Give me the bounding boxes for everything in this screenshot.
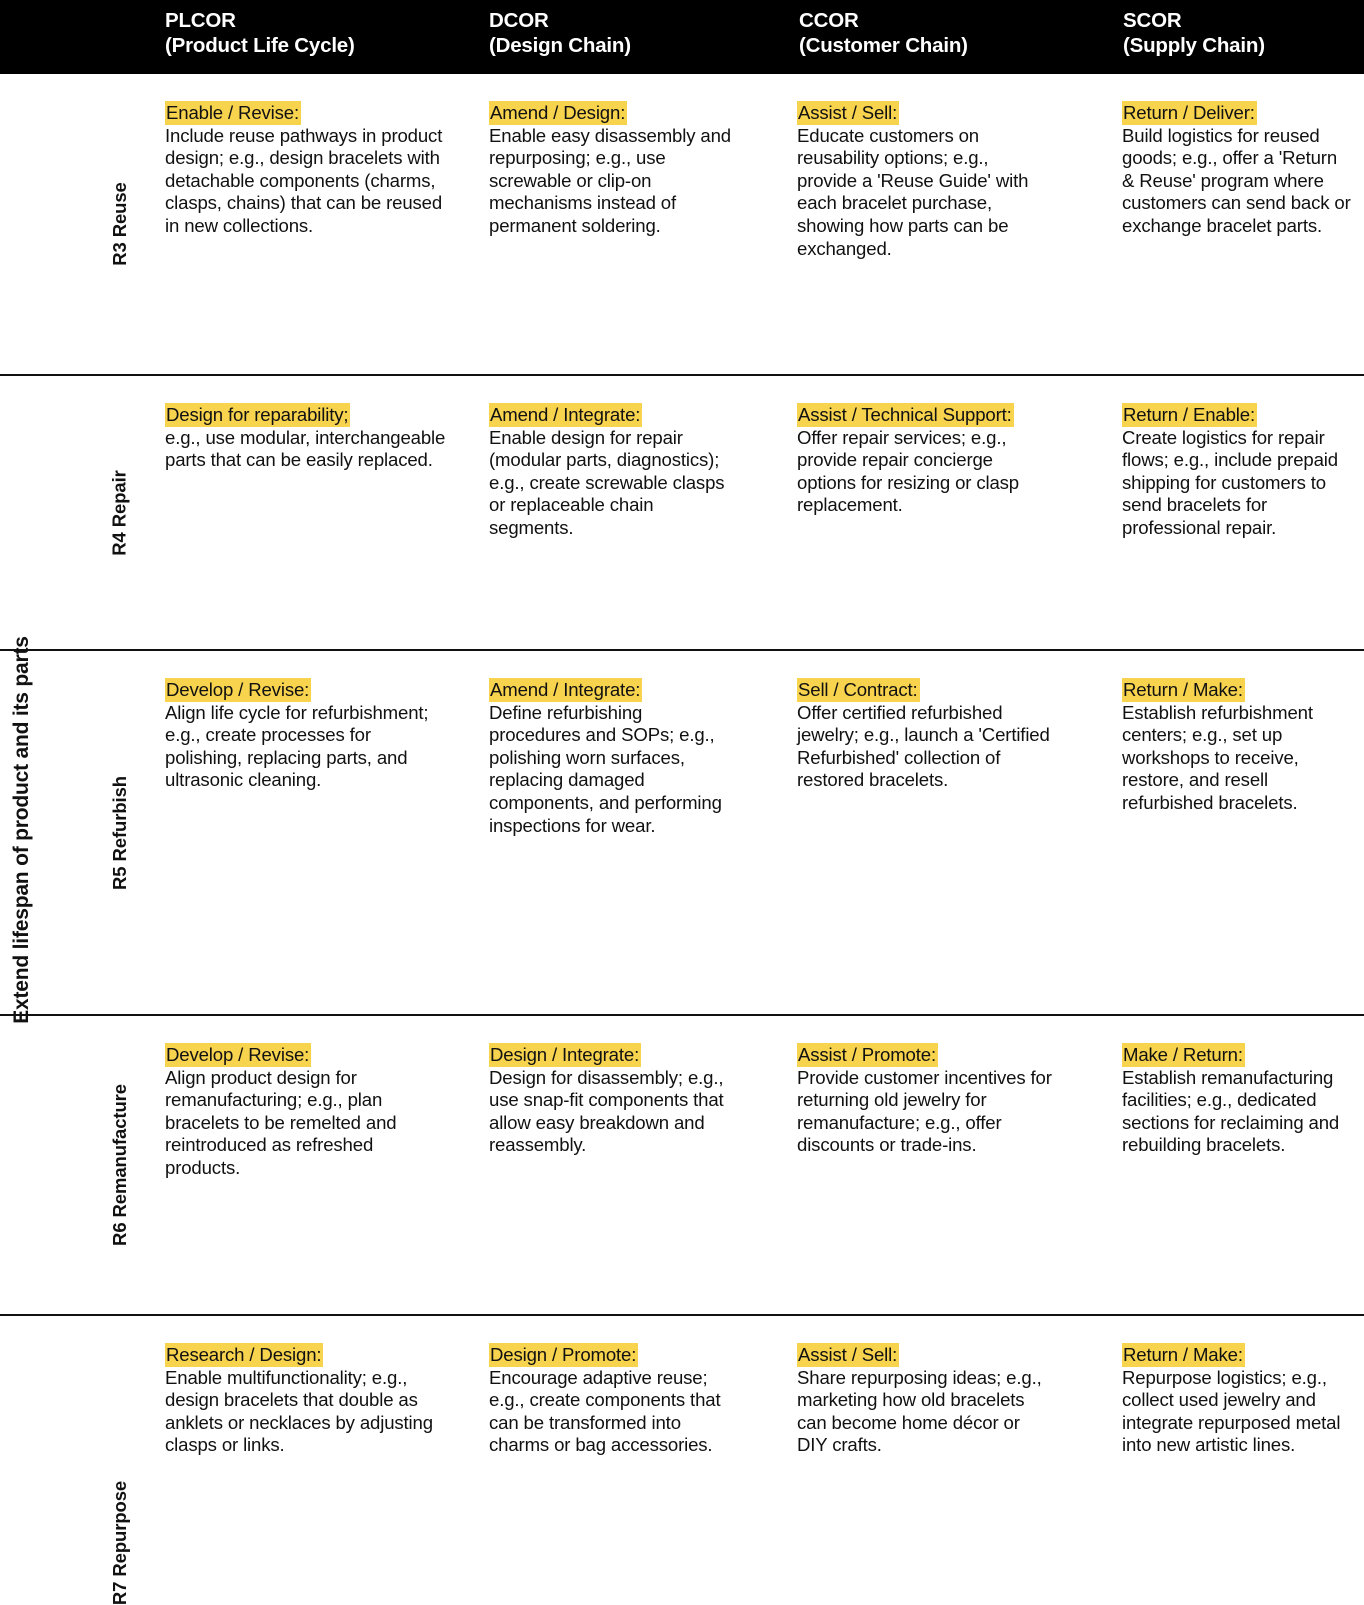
row-cells bbox=[0, 1016, 1364, 1314]
cell-lead: Assist / Technical Support: bbox=[798, 404, 1012, 425]
cell-r6-plcor bbox=[165, 1044, 447, 1180]
column-header-scor bbox=[1123, 8, 1363, 58]
cell-body: Encourage adaptive reuse; e.g., create components that can be transformed into charms or bag accessories. bbox=[489, 1366, 721, 1456]
cell-body: Enable design for repair (modular parts, diagnostics); e.g., create screwable clasps or replaceable chain segments. bbox=[489, 426, 725, 538]
cell-body: Build logistics for reused goods; e.g., offer a 'Return & Reuse' program where customers can send back or exchange bracelet parts. bbox=[1122, 124, 1351, 236]
cell-lead: Design / Integrate: bbox=[490, 1044, 640, 1065]
column-header-name: (Product Life Cycle) bbox=[165, 34, 355, 57]
row-cells bbox=[0, 651, 1364, 1014]
cell-lead: Design for reparability; bbox=[166, 404, 349, 425]
column-header-band bbox=[0, 0, 1364, 74]
cell-r5-dcor bbox=[489, 679, 737, 837]
row-label-text: R4 Repair bbox=[109, 469, 130, 556]
cell-body: Establish refurbishment centers; e.g., set up workshops to receive, restore, and resell refurbished bracelets. bbox=[1122, 701, 1313, 813]
cell-body: Enable easy disassembly and repurposing; e.g., use screwable or clip-on mechanisms instead of permanent soldering. bbox=[489, 124, 731, 236]
cell-r7-plcor bbox=[165, 1344, 447, 1457]
row-label-text: R5 Refurbish bbox=[109, 775, 130, 890]
cell-lead: Amend / Design: bbox=[490, 102, 626, 123]
cell-r6-scor bbox=[1122, 1044, 1354, 1157]
cell-body: Establish remanufacturing facilities; e.g., dedicated sections for reclaiming and rebuilding bracelets. bbox=[1122, 1066, 1340, 1156]
column-header-code: DCOR bbox=[489, 9, 549, 32]
row-label-text: R7 Repurpose bbox=[109, 1480, 130, 1605]
table-row bbox=[0, 649, 1364, 1014]
row-cells bbox=[0, 1316, 1364, 1562]
cell-body: Align product design for remanufacturing; e.g., plan bracelets to be remelted and reintroduced as refreshed products. bbox=[165, 1066, 397, 1178]
table-row bbox=[0, 74, 1364, 374]
cell-body: Repurpose logistics; e.g., collect used jewelry and integrate repurposed metal into new artistic lines. bbox=[1122, 1366, 1341, 1456]
row-cells bbox=[0, 74, 1364, 374]
cell-lead: Return / Make: bbox=[1123, 679, 1243, 700]
cell-r7-ccor bbox=[797, 1344, 1053, 1457]
cell-body: Define refurbishing procedures and SOPs; e.g., polishing worn surfaces, replacing damaged components, and performing inspections for wear. bbox=[489, 701, 722, 836]
cell-lead: Assist / Promote: bbox=[798, 1044, 936, 1065]
cell-lead: Sell / Contract: bbox=[798, 679, 918, 700]
vertical-axis-title-text: Extend lifespan of product and its parts bbox=[10, 636, 34, 1024]
cell-r3-scor bbox=[1122, 102, 1354, 238]
cell-r5-scor bbox=[1122, 679, 1354, 815]
cell-lead: Return / Make: bbox=[1123, 1344, 1243, 1365]
cell-r7-scor bbox=[1122, 1344, 1354, 1457]
cell-r3-dcor bbox=[489, 102, 737, 238]
cell-body: Create logistics for repair flows; e.g., include prepaid shipping for customers to send bracelets for professional repair. bbox=[1122, 426, 1338, 538]
row-label-text: R3 Reuse bbox=[109, 182, 130, 266]
cell-r7-dcor bbox=[489, 1344, 737, 1457]
column-header-ccor bbox=[799, 8, 1099, 58]
cell-body: Design for disassembly; e.g., use snap-fit components that allow easy breakdown and reassembly. bbox=[489, 1066, 724, 1156]
cell-r5-plcor bbox=[165, 679, 447, 792]
row-cells bbox=[0, 376, 1364, 649]
cell-r6-dcor bbox=[489, 1044, 737, 1157]
cell-lead: Enable / Revise: bbox=[166, 102, 299, 123]
column-header-name: (Supply Chain) bbox=[1123, 34, 1265, 57]
column-header-plcor bbox=[165, 8, 465, 58]
cell-r4-plcor bbox=[165, 404, 447, 472]
cell-body: Offer certified refurbished jewelry; e.g., launch a 'Certified Refurbished' collection of restored bracelets. bbox=[797, 701, 1050, 791]
cell-r4-ccor bbox=[797, 404, 1053, 517]
row-label-text: R6 Remanufacture bbox=[109, 1084, 130, 1246]
cell-lead: Amend / Integrate: bbox=[490, 679, 641, 700]
column-header-dcor bbox=[489, 8, 789, 58]
cell-body: e.g., use modular, interchangeable parts that can be easily replaced. bbox=[165, 426, 446, 471]
cell-lead: Assist / Sell: bbox=[798, 1344, 898, 1365]
cell-body: Offer repair services; e.g., provide repair concierge options for resizing or clasp replacement. bbox=[797, 426, 1019, 516]
cell-r4-scor bbox=[1122, 404, 1354, 540]
cell-lead: Develop / Revise: bbox=[166, 1044, 310, 1065]
cell-body: Educate customers on reusability options; e.g., provide a 'Reuse Guide' with each bracelet purchase, showing how parts can be exchanged. bbox=[797, 124, 1029, 259]
table-row bbox=[0, 1314, 1364, 1605]
cell-r5-ccor bbox=[797, 679, 1053, 792]
cell-lead: Make / Return: bbox=[1123, 1044, 1243, 1065]
column-header-code: CCOR bbox=[799, 9, 859, 32]
column-header-code: PLCOR bbox=[165, 9, 236, 32]
cell-lead: Assist / Sell: bbox=[798, 102, 898, 123]
cell-body: Provide customer incentives for returning old jewelry for remanufacture; e.g., offer discounts or trade-ins. bbox=[797, 1066, 1052, 1156]
table-row bbox=[0, 1014, 1364, 1314]
cell-lead: Return / Enable: bbox=[1123, 404, 1255, 425]
cell-lead: Research / Design: bbox=[166, 1344, 322, 1365]
cell-body: Align life cycle for refurbishment; e.g., create processes for polishing, replacing parts, and ultrasonic cleaning. bbox=[165, 701, 429, 791]
cell-r6-ccor bbox=[797, 1044, 1053, 1157]
column-header-code: SCOR bbox=[1123, 9, 1182, 32]
column-header-name: (Customer Chain) bbox=[799, 34, 968, 57]
cell-r4-dcor bbox=[489, 404, 737, 540]
cell-body: Share repurposing ideas; e.g., marketing how old bracelets can become home décor or DIY crafts. bbox=[797, 1366, 1042, 1456]
cell-body: Include reuse pathways in product design; e.g., design bracelets with detachable components (charms, clasps, chains) that can be reused in new collections. bbox=[165, 124, 443, 236]
column-header-name: (Design Chain) bbox=[489, 34, 631, 57]
cell-lead: Design / Promote: bbox=[490, 1344, 637, 1365]
cell-lead: Return / Deliver: bbox=[1123, 102, 1255, 123]
cell-body: Enable multifunctionality; e.g., design bracelets that double as anklets or necklaces by adjusting clasps or links. bbox=[165, 1366, 433, 1456]
table-row bbox=[0, 374, 1364, 649]
cell-r3-plcor bbox=[165, 102, 447, 238]
cell-lead: Amend / Integrate: bbox=[490, 404, 641, 425]
matrix-body bbox=[0, 74, 1364, 1605]
cell-r3-ccor bbox=[797, 102, 1053, 260]
cell-lead: Develop / Revise: bbox=[166, 679, 310, 700]
